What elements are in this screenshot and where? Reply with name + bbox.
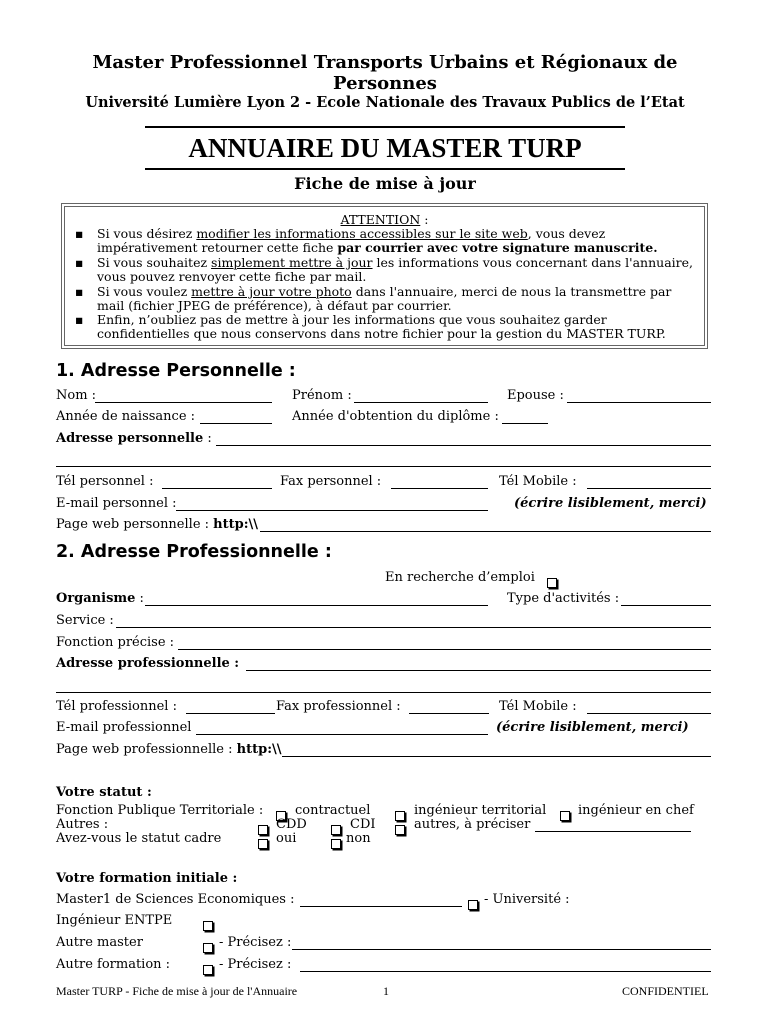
ing-chef-checkbox[interactable] — [560, 805, 570, 824]
fpt-label: Fonction Publique Territoriale : — [56, 803, 264, 818]
header-title-line1: Master Professionnel Transports Urbains et Régionaux de — [92, 52, 678, 73]
entpe-checkbox[interactable] — [203, 915, 213, 934]
main-title: ANNUAIRE DU MASTER TURP — [188, 133, 582, 163]
lisible-note-2: (écrire lisiblement, merci) — [496, 720, 689, 735]
autre-formation-field[interactable] — [300, 971, 711, 972]
autre-formation-checkbox[interactable] — [203, 959, 213, 978]
entpe-label: Ingénieur ENTPE — [56, 913, 173, 928]
header-subtitle: Université Lumière Lyon 2 - Ecole Nationale des Travaux Publics de l’Etat — [85, 94, 685, 111]
adresse-pro-label: Adresse professionnelle : — [56, 656, 240, 671]
autre-master-checkbox[interactable] — [203, 937, 213, 956]
organisme-label: Organisme : — [56, 591, 144, 606]
annee-diplome-label: Année d'obtention du diplôme : — [292, 409, 499, 424]
web-pro-label: Page web professionnelle : http:\\ — [56, 742, 282, 757]
recherche-emploi-label: En recherche d’emploi — [385, 570, 535, 585]
organisme-field[interactable] — [145, 605, 488, 606]
prenom-field[interactable] — [354, 402, 488, 403]
type-activites-field[interactable] — [621, 605, 711, 606]
web-pro-field[interactable] — [282, 756, 711, 757]
form-title: Fiche de mise à jour — [294, 174, 476, 193]
footer-left: Master TURP - Fiche de mise à jour de l'Annuaire — [56, 984, 298, 998]
autre-formation-label: Autre formation : — [56, 957, 171, 972]
autre-master-field[interactable] — [292, 949, 711, 950]
statut-title: Votre statut : — [56, 785, 152, 800]
cdi-label: CDI — [350, 817, 376, 832]
epouse-field[interactable] — [567, 402, 711, 403]
service-field[interactable] — [116, 627, 711, 628]
fax-personnel-label: Fax personnel : — [280, 474, 382, 489]
autres-preciser-checkbox[interactable] — [395, 819, 405, 838]
type-activites-label: Type d'activités : — [507, 591, 620, 606]
annee-diplome-field[interactable] — [502, 423, 548, 424]
autre-master-precisez: - Précisez : — [219, 935, 292, 950]
autres-preciser-label: autres, à préciser — [414, 817, 531, 832]
autre-formation-precisez: - Précisez : — [219, 957, 292, 972]
recherche-emploi-checkbox[interactable] — [547, 572, 557, 591]
mobile-pro-label: Tél Mobile : — [499, 699, 577, 714]
mobile-personnel-label: Tél Mobile : — [499, 474, 577, 489]
adresse-pro-field[interactable] — [246, 670, 711, 671]
fonction-label: Fonction précise : — [56, 635, 175, 650]
adresse-personnelle-field[interactable] — [216, 445, 711, 446]
email-pro-field[interactable] — [196, 734, 488, 735]
service-label: Service : — [56, 613, 114, 628]
attention-heading: ATTENTION : — [340, 212, 429, 227]
autre-master-label: Autre master — [56, 935, 143, 950]
universite-label: - Université : — [484, 892, 570, 907]
title-rule-top — [145, 126, 625, 128]
autres-label: Autres : — [56, 817, 109, 832]
oui-checkbox[interactable] — [258, 833, 268, 852]
cadre-label: Avez-vous le statut cadre — [56, 831, 222, 846]
master1-label: Master1 de Sciences Economiques : — [56, 892, 295, 907]
formation-title: Votre formation initiale : — [56, 871, 238, 886]
section2-title: 2. Adresse Professionnelle : — [56, 542, 332, 562]
cdd-label: CDD — [276, 817, 307, 832]
tel-personnel-label: Tél personnel : — [56, 474, 154, 489]
annee-naissance-field[interactable] — [200, 423, 272, 424]
autres-preciser-field[interactable] — [535, 831, 691, 832]
non-checkbox[interactable] — [331, 833, 341, 852]
fax-personnel-field[interactable] — [391, 488, 488, 489]
lisible-note-1: (écrire lisiblement, merci) — [514, 496, 707, 511]
annee-naissance-label: Année de naissance : — [56, 409, 196, 424]
non-label: non — [346, 831, 371, 846]
ing-chef-label: ingénieur en chef — [578, 803, 694, 818]
email-personnel-label: E-mail personnel : — [56, 496, 177, 511]
nom-field[interactable] — [95, 402, 272, 403]
web-personnel-label: Page web personnelle : http:\\ — [56, 517, 259, 532]
email-personnel-field[interactable] — [176, 510, 488, 511]
attention-box: ATTENTION : ▪ Si vous désirez modifier les informations accessibles sur le site web, vous devez impérativement retourner cette fiche par courrier avec votre signature manuscrite. ▪ Si vous souhaitez simplement mettre à jour les informations vous concernant dans l'annuaire, vous pouvez renvoyer cette fiche par mail. ▪ Si vous voulez mettre à jour votre photo dans l'annuaire, merci de nous la transmettre par mail (fichier JPEG de préférence), à défaut par courrier. ▪ Enfin, n’oubliez pas de mettre à jour les informations que vous souhaitez garder confidentielles que nous conservons dans notre fichier pour la gestion du MASTER TURP. — [64, 206, 705, 346]
header-title-line2: Personnes — [333, 73, 437, 94]
adresse-pro-field-2[interactable] — [56, 692, 711, 693]
ing-territorial-label: ingénieur territorial — [414, 803, 547, 818]
tel-personnel-field[interactable] — [162, 488, 272, 489]
web-personnel-field[interactable] — [260, 531, 711, 532]
nom-label: Nom : — [56, 388, 97, 403]
adresse-personnelle-label: Adresse personnelle : — [56, 431, 212, 446]
footer-confidentiel: CONFIDENTIEL — [622, 984, 709, 998]
epouse-label: Epouse : — [507, 388, 564, 403]
tel-pro-label: Tél professionnel : — [56, 699, 177, 714]
tel-pro-field[interactable] — [186, 713, 275, 714]
email-pro-label: E-mail professionnel — [56, 720, 192, 735]
footer-page-number: 1 — [383, 984, 389, 998]
master1-field[interactable] — [300, 906, 462, 907]
title-rule-bottom — [145, 168, 625, 170]
universite-checkbox[interactable] — [468, 894, 478, 913]
mobile-pro-field[interactable] — [587, 713, 711, 714]
adresse-personnelle-field-2[interactable] — [56, 466, 711, 467]
contractuel-label: contractuel — [295, 803, 371, 818]
fonction-field[interactable] — [178, 649, 711, 650]
fax-pro-label: Fax professionnel : — [276, 699, 401, 714]
prenom-label: Prénom : — [292, 388, 352, 403]
section1-title: 1. Adresse Personnelle : — [56, 361, 296, 381]
oui-label: oui — [276, 831, 297, 846]
fax-pro-field[interactable] — [409, 713, 489, 714]
mobile-personnel-field[interactable] — [587, 488, 711, 489]
